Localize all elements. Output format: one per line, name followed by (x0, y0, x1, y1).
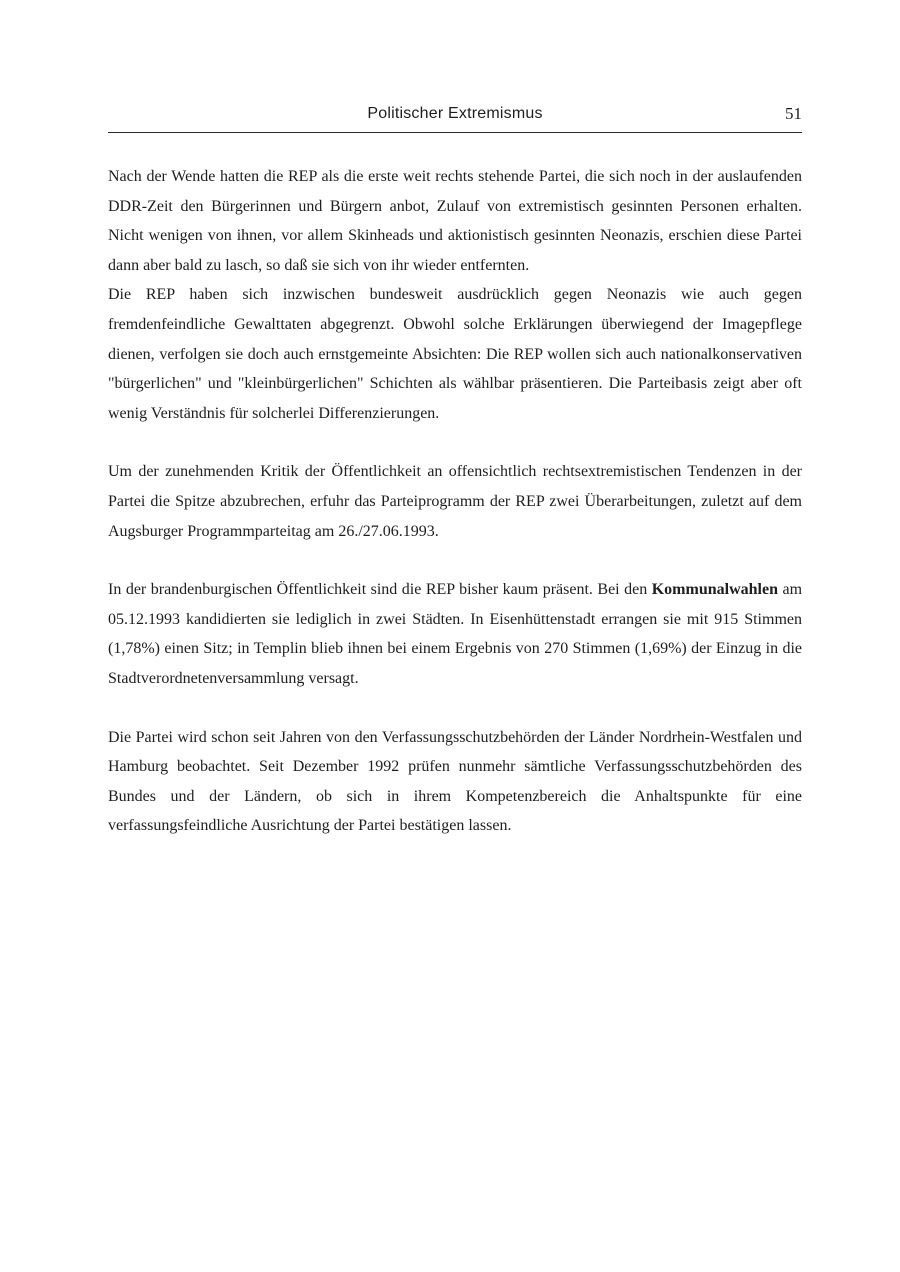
paragraph-gap (108, 694, 802, 723)
municipal-elections-text-start: In der brandenburgischen Öffentlichkeit sind die REP bisher kaum präsent. Bei den (108, 581, 652, 599)
municipal-elections-term: Kommunalwahlen (651, 581, 778, 599)
paragraph-party-program: Um der zunehmenden Kritik der Öffentlichkeit an offensichtlich rechtsextremistischen Tendenzen in der Partei die Spitze abzubrechen, erfuhr das Parteiprogramm der REP zwei Überarbeitungen, zuletzt auf dem Augsburger Programmparteitag am 26./27.06.1993. (108, 463, 802, 540)
paragraph-gap (108, 546, 802, 575)
municipal-elections-text-end: am 05.12.1993 kandidierten sie lediglich in zwei Städten. In Eisenhüttenstadt errangen sie mit 915 Stimmen (1,78%) einen Sitz; in Templin blieb ihnen bei einem Ergebnis von 270 Stimmen (1,69%) der Einzug in die Stadtverordnetenversammlung versagt. (108, 581, 803, 687)
paragraph-municipal-elections (108, 575, 802, 693)
paragraph-rep-distancing: Die REP haben sich inzwischen bundesweit ausdrücklich gegen Neonazis wie auch gegen fremdenfeindliche Gewalttaten abgegrenzt. Obwohl solche Erklärungen überwiegend der Imagepflege dienen, verfolgen sie doch auch ernstgemeinte Absichten: Die REP wollen sich auch nationalkonservativen "bürgerlichen" und "kleinbürgerlichen" Schichten als wählbar präsentieren. Die Parteibasis zeigt aber oft wenig Verständnis für solcherlei Differenzierungen. (108, 286, 802, 422)
paragraph-rep-after-reunification: Nach der Wende hatten die REP als die erste weit rechts stehende Partei, die sich noch in der auslaufenden DDR-Zeit den Bürgerinnen und Bürgern anbot, Zulauf von extremistisch gesinnten Personen erhalten. Nicht wenigen von ihnen, vor allem Skinheads und aktionistisch gesinnten Neonazis, erschien diese Partei dann aber bald zu lasch, so daß sie sich von ihr wieder entfernten. (108, 168, 802, 274)
body-text (108, 162, 802, 841)
page-number: 51 (785, 104, 802, 123)
running-header (108, 104, 802, 133)
paragraph-surveillance: Die Partei wird schon seit Jahren von den Verfassungsschutzbehörden der Länder Nordrhein-Westfalen und Hamburg beobachtet. Seit Dezember 1992 prüfen nunmehr sämtliche Verfassungsschutzbehörden des Bundes und der Ländern, ob sich in ihrem Kompetenzbereich die Anhaltspunkte für eine verfassungsfeindliche Ausrichtung der Partei bestätigen lassen. (108, 728, 802, 835)
paragraph-gap (108, 428, 802, 457)
running-header-title: Politischer Extremismus (367, 105, 543, 122)
